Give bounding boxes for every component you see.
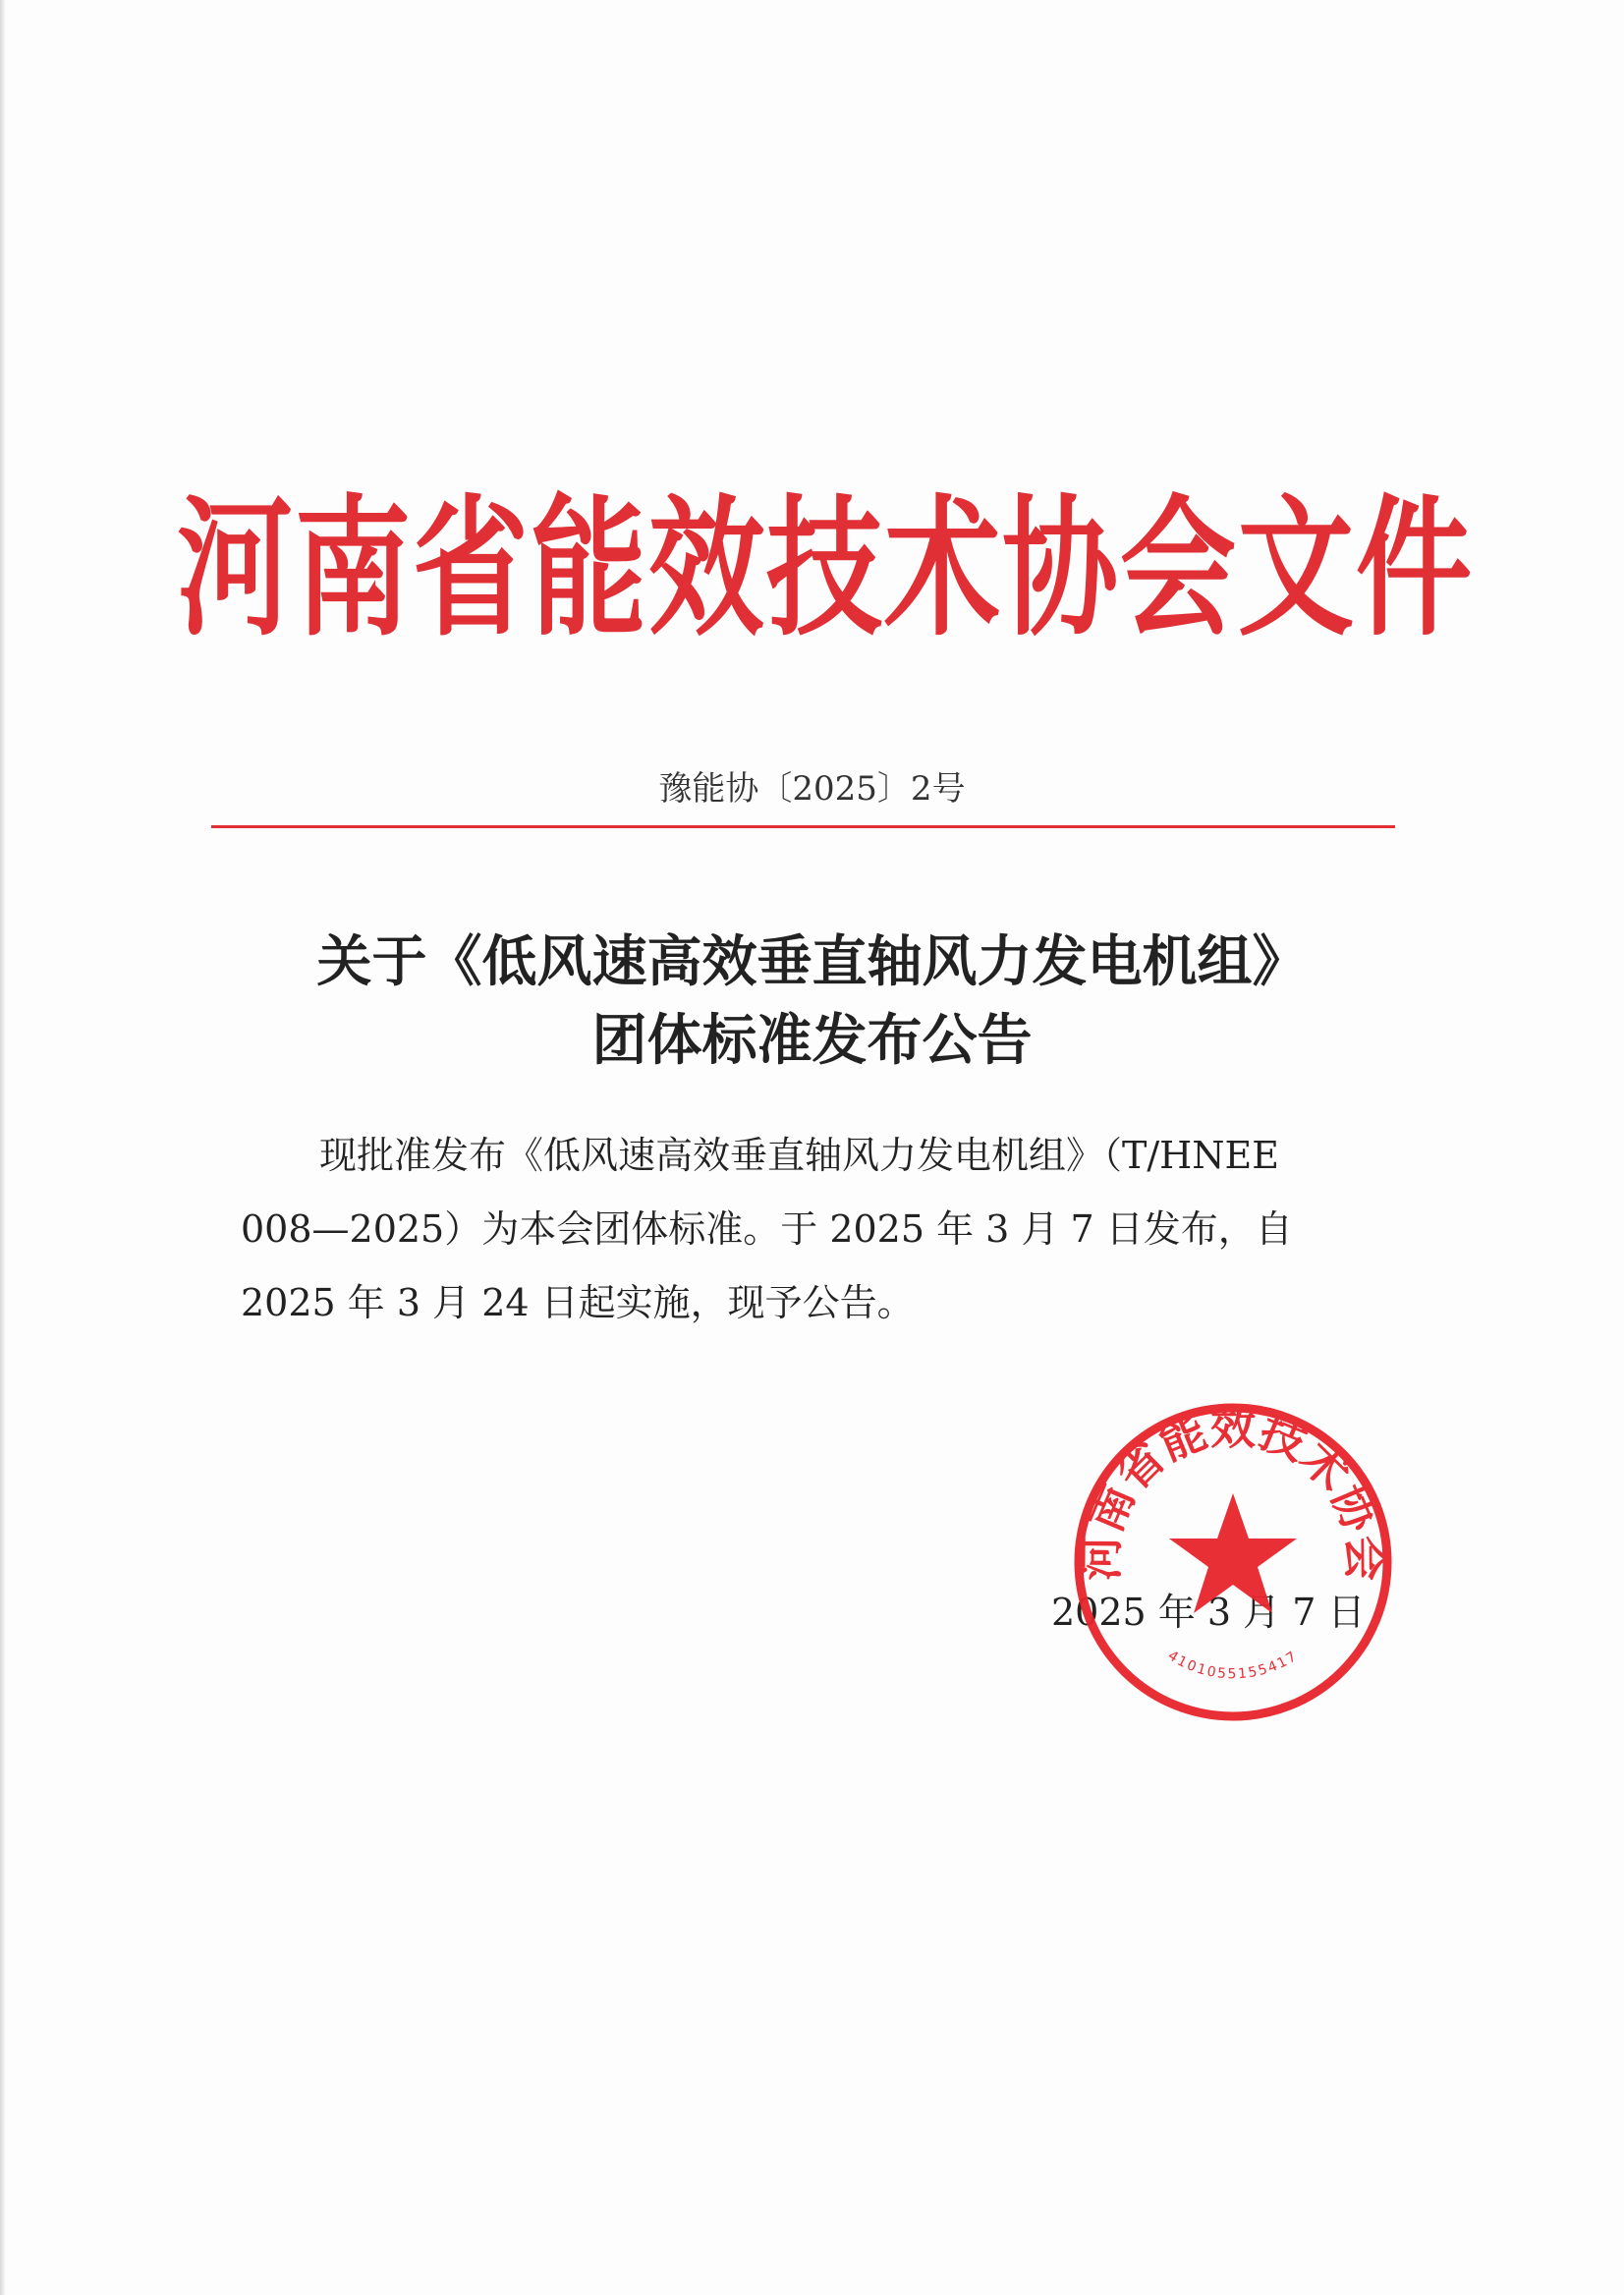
official-seal-stamp <box>1071 1400 1395 1724</box>
notice-title-line-2: 团体标准发布公告 <box>591 1008 1033 1073</box>
org-header-title: 河南省能效技术协会文件 <box>177 478 1475 657</box>
seal-code-text: 4101055155417 <box>1164 1648 1302 1683</box>
document-number: 豫能协〔2025〕2号 <box>658 769 966 809</box>
scan-edge-shadow <box>0 0 6 2295</box>
signature-date: 2025 年 3 月 7 日 <box>1051 1591 1366 1634</box>
notice-title-line-1: 关于《低风速高效垂直轴风力发电机组》 <box>316 929 1308 994</box>
seal-org-text: 河南省能效技术协会 <box>1074 1401 1392 1582</box>
body-paragraph-line-2: 008—2025）为本会团体标准。于 2025 年 3 月 7 日发布，自 <box>241 1207 1293 1251</box>
seal-star-icon <box>1169 1493 1297 1613</box>
body-paragraph-line-1: 现批准发布《低风速高效垂直轴风力发电机组》（T/HNEE <box>319 1134 1280 1177</box>
header-red-divider <box>211 825 1395 828</box>
body-paragraph-line-3: 2025 年 3 月 24 日起实施，现予公告。 <box>241 1281 915 1324</box>
